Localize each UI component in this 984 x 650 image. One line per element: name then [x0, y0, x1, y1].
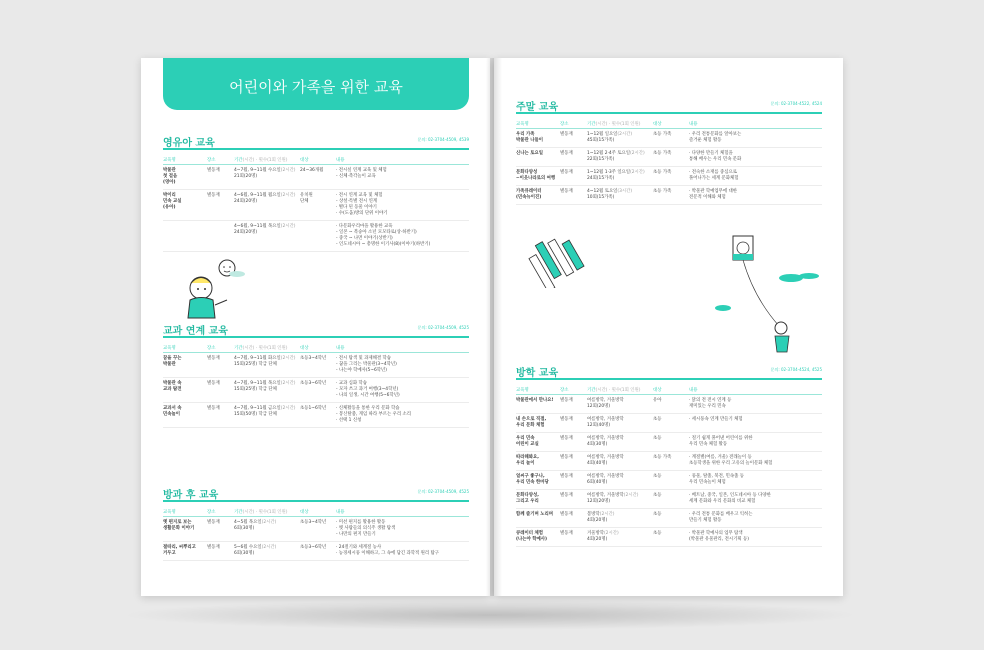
section-infant — [163, 134, 469, 252]
program-target: 초등 가족 — [653, 167, 689, 186]
program-target: 초등3~6학년 — [300, 378, 336, 403]
program-period: 4~6월, 9~11월 월요일(2시간) 24회(20명) — [234, 190, 300, 221]
table-row — [163, 165, 469, 190]
program-content: · 우리 전통문화를 알아보는 즐거운 체험 활동 — [689, 129, 822, 148]
program-name: 박물관 첫 걸음 (영아) — [163, 165, 207, 190]
program-target: 초등 — [653, 490, 689, 509]
program-period: 겨울방학(2시간) 4회(20명) — [587, 528, 653, 547]
table-row — [163, 190, 469, 221]
program-name: 박물관 속 교과 탐전 — [163, 378, 207, 403]
program-place: 별동재 — [560, 129, 587, 148]
program-name — [163, 221, 207, 252]
program-name: 얼씨구 좋구나, 우리 민속 한마당 — [516, 471, 560, 490]
program-name: 박이리 민속 교실 (유아) — [163, 190, 207, 221]
column-header: 기간(시간) · 횟수(1회 인원) — [234, 344, 300, 353]
column-header: 대상 — [653, 120, 689, 129]
table-row — [163, 542, 469, 561]
table-row — [163, 403, 469, 428]
program-content: · 전시실 연계 교육 및 체험 - 신체·촉각놀이 교육 — [336, 165, 469, 190]
program-target: 초등3~4학년 — [300, 353, 336, 378]
right-page — [494, 58, 843, 596]
book-gutter — [486, 58, 502, 596]
program-period: 여름방학, 겨울방학 4회(40명) — [587, 452, 653, 471]
kite-flying-illustration — [709, 228, 819, 358]
program-content: · 베트남, 중국, 일본, 인도네시아 등 다양한 세계 문화와 우리 문화의 비교 체험 — [689, 490, 822, 509]
program-name: 절따리, 씨뿌리고 거두고 — [163, 542, 207, 561]
column-header: 교육명 — [516, 386, 560, 395]
program-content: · 풍물, 탈춤, 북전, 민속춤 등 우리 민속놀이 체험 — [689, 471, 822, 490]
column-header: 교육명 — [516, 120, 560, 129]
program-target: 초등 가족 — [653, 186, 689, 205]
program-name: 우리 가족 박물관 나들이 — [516, 129, 560, 148]
program-target: 초등 — [653, 509, 689, 528]
section-weekend — [516, 98, 822, 205]
program-place — [207, 221, 234, 252]
program-content: · 닭의 전 전시 연계 등 재미있는 우리 민속 — [689, 395, 822, 414]
column-header: 교육명 — [163, 344, 207, 353]
section-title-text: 영유아 교육 — [163, 138, 215, 149]
program-place: 별동재 — [560, 433, 587, 452]
program-place: 별동재 — [560, 167, 587, 186]
program-content: · 계절별(여름, 겨울) 전래놀이 등 초등학생을 위한 우리 고유의 놀이문화 체험 — [689, 452, 822, 471]
program-content: · 신체활동을 통한 우리 문화 학습 - 봉산탈춤, 게임 따라 부르는 우리 소리 · 선택 1 신청 — [336, 403, 469, 428]
section-title — [163, 486, 469, 502]
program-table — [163, 156, 469, 252]
book-shadow — [120, 600, 860, 630]
section-title — [163, 134, 469, 150]
program-content: · 전시 탐색 및 과제해결 학습 - 꿈을 그리는 박물관(3~4학년) - 나는야 학예사(5~6학년) — [336, 353, 469, 378]
program-place: 별동재 — [560, 414, 587, 433]
column-header: 장소 — [207, 344, 234, 353]
section-curriculum — [163, 322, 469, 428]
program-target: 유치원 단체 — [300, 190, 336, 221]
program-period: 1~12월 1·3주 일요일(2시간) 24회(15가족) — [587, 167, 653, 186]
program-name: 교과서 속 민속놀이 — [163, 403, 207, 428]
column-header: 내용 — [336, 156, 469, 165]
column-header: 대상 — [300, 344, 336, 353]
program-table — [516, 120, 822, 205]
program-place: 별동재 — [560, 452, 587, 471]
section-title-text: 주말 교육 — [516, 102, 559, 113]
section-title — [163, 322, 469, 338]
program-period: 여름방학, 겨울방학 4회(30명) — [587, 433, 653, 452]
table-header-row — [516, 386, 822, 395]
program-target: 초등 — [653, 433, 689, 452]
program-period: 여름방학, 겨울방학 12회(20명) — [587, 395, 653, 414]
program-period: 5~6월 수요일(2시간) 6회(30명) — [234, 542, 300, 561]
program-place: 별동재 — [207, 542, 234, 561]
column-header: 내용 — [689, 120, 822, 129]
program-place: 별동재 — [207, 378, 234, 403]
kite-bundle-illustration — [514, 228, 594, 288]
column-header: 내용 — [689, 386, 822, 395]
column-header: 기간(시간) · 횟수(1회 인원) — [587, 120, 653, 129]
program-content: · 다양한 만들기 체험을 통해 배우는 우리 민속 문화 — [689, 148, 822, 167]
section-title-text: 방학 교육 — [516, 368, 559, 379]
column-header: 대상 — [300, 156, 336, 165]
program-target: 초등3~6학년 — [300, 542, 336, 561]
program-target: 초등 가족 — [653, 129, 689, 148]
program-content: · 전숙한 소재를 중심으로 풀어나가는 세계 문화체험 — [689, 167, 822, 186]
section-phone: 문의: 02-3704-4524, 4525 — [770, 367, 822, 372]
section-title — [516, 98, 822, 114]
program-place: 별동재 — [207, 165, 234, 190]
table-row — [163, 517, 469, 542]
table-row — [163, 221, 469, 252]
program-name: 따라해봐요, 우리 놀이 — [516, 452, 560, 471]
program-content: · 전시 연계 교육 및 체험 - 상설·특별 전시 연계 · 별다 된 동물 이야기 · 수(도움)방의 단위 이야기 — [336, 190, 469, 221]
section-vacation — [516, 364, 822, 547]
program-place: 별동재 — [207, 190, 234, 221]
column-header: 내용 — [336, 508, 469, 517]
program-content: · 세시풍속 연계 만들기 체험 — [689, 414, 822, 433]
program-place: 별동재 — [207, 517, 234, 542]
table-row — [516, 129, 822, 148]
section-title-text: 교과 연계 교육 — [163, 326, 228, 337]
program-name: 가족큐레이터 (민속뉴이진) — [516, 186, 560, 205]
program-content: · 미션 편지를 활용한 활동 · 옛 사람들의 의식주 생활 탐색 - 나만의 편지 만들기 — [336, 517, 469, 542]
program-place: 별동재 — [560, 186, 587, 205]
table-header-row — [163, 156, 469, 165]
table-row — [516, 167, 822, 186]
column-header: 교육명 — [163, 156, 207, 165]
column-header: 장소 — [560, 386, 587, 395]
program-period: 여름방학, 겨울방학(2시간) 12회(20명) — [587, 490, 653, 509]
page-banner: 어린이와 가족을 위한 교육 — [163, 58, 469, 110]
program-table — [163, 344, 469, 428]
program-table — [163, 508, 469, 561]
program-content: · 우리 전통 문화를 배우고 익히는 만들기 체험 활동 — [689, 509, 822, 528]
column-header: 기간(시간) · 횟수(1회 인원) — [587, 386, 653, 395]
table-row — [516, 509, 822, 528]
column-header: 대상 — [300, 508, 336, 517]
program-content: · 박물관 학예업무에 대한 전문적 이해와 체험 — [689, 186, 822, 205]
program-place: 별동재 — [560, 490, 587, 509]
program-period: 1~12월 일요일(2시간) 45회(15가족) — [587, 129, 653, 148]
section-title — [516, 364, 822, 380]
program-name: 꿈을 꾸는 박물관 — [163, 353, 207, 378]
program-place: 별동재 — [560, 395, 587, 414]
table-row — [516, 395, 822, 414]
program-place: 별동재 — [560, 528, 587, 547]
table-row — [516, 528, 822, 547]
table-header-row — [163, 508, 469, 517]
table-row — [516, 148, 822, 167]
table-row — [516, 433, 822, 452]
program-target: 초등1~6학년 — [300, 403, 336, 428]
left-page — [141, 58, 490, 596]
section-phone: 문의: 02-3704-4509, 4539 — [417, 137, 469, 142]
program-name: 문화다양성 ~이웃나라로의 여행 — [516, 167, 560, 186]
section-phone: 문의: 02-3704-4522, 4524 — [770, 101, 822, 106]
program-period: 4~5월 목요일(2시간) 6회(30명) — [234, 517, 300, 542]
table-header-row — [516, 120, 822, 129]
program-target: 초등 가족 — [653, 452, 689, 471]
program-period: 1~12월 2·4주 토요일(2시간) 22회(15가족) — [587, 148, 653, 167]
program-target: 초등 — [653, 471, 689, 490]
program-period: 4~7월, 9~11월 화요일(2시간) 15회(25명) 학급 단체 — [234, 353, 300, 378]
child-illustration — [171, 250, 251, 320]
program-period: 여름방학, 겨울방학 12회(40명) — [587, 414, 653, 433]
program-period: 4~7월, 9~11월 금요일(2시간) 15회(50명) 학급 단체 — [234, 403, 300, 428]
program-target: 초등 — [653, 528, 689, 547]
program-place: 별동재 — [560, 509, 587, 528]
column-header: 대상 — [653, 386, 689, 395]
program-target — [300, 221, 336, 252]
table-row — [516, 414, 822, 433]
table-row — [516, 186, 822, 205]
program-target: 초등 가족 — [653, 148, 689, 167]
program-name: 내 손으로 직접, 우리 문화 체험 — [516, 414, 560, 433]
program-period: 4~12월 토요일(3시간) 10회(15가족) — [587, 186, 653, 205]
program-name: 옛 편지로 보는 생활문화 이야기 — [163, 517, 207, 542]
program-name: 큐레이터 체험 (나는야 학예사) — [516, 528, 560, 547]
program-content: · 교과 심화 학습 - 모자 쓰고 과거 여행(3~4학년) - 나의 일생, 시간 여행(5~6학년) — [336, 378, 469, 403]
program-period: 여름방학, 겨울방학 6회(40명) — [587, 471, 653, 490]
column-header: 내용 — [336, 344, 469, 353]
program-name: 우리 민속 어린이 교실 — [516, 433, 560, 452]
program-name: 함께 즐기며 노리며 — [516, 509, 560, 528]
program-place: 별동재 — [560, 148, 587, 167]
program-name: 신나는 토요일 — [516, 148, 560, 167]
program-name: 박물관에서 만나요! — [516, 395, 560, 414]
program-target: 유아 — [653, 395, 689, 414]
program-period: 4~6월, 9~11월 목요일(2시간) 24회(20명) — [234, 221, 300, 252]
program-table — [516, 386, 822, 547]
section-phone: 문의: 02-3704-4509, 4525 — [417, 489, 469, 494]
column-header: 기간(시간) · 횟수(1회 인원) — [234, 156, 300, 165]
program-content: · 다문화우리마을 활용한 교육 - 일본 ~ 복숭아 소년 모모타로(상·하반기) - 중국 ~ 나면 이야기(상반기) - 인도네시아 ~ 총명한 이기사(8)(이야기(하반기) — [336, 221, 469, 252]
column-header: 기간(시간) · 횟수(1회 인원) — [234, 508, 300, 517]
program-target: 초등 — [653, 414, 689, 433]
section-title-text: 방과 후 교육 — [163, 490, 219, 501]
table-row — [516, 452, 822, 471]
program-period: 4~7월, 9~11월 목요일(2시간) 15회(25명) 학급 단체 — [234, 378, 300, 403]
program-target: 초등3~4학년 — [300, 517, 336, 542]
table-row — [163, 353, 469, 378]
table-row — [163, 378, 469, 403]
section-phone: 문의: 02-3704-4509, 4525 — [417, 325, 469, 330]
program-content: · 24절기와 세계절 농사 · 농경세시풍 이해하고, 그 속에 담긴 과학적 원리 탐구 — [336, 542, 469, 561]
table-row — [516, 471, 822, 490]
table-header-row — [163, 344, 469, 353]
program-place: 별동재 — [560, 471, 587, 490]
program-content: · 절기 쉽게 풀어낸 어린이를 위한 우리 민속 체험 활동 — [689, 433, 822, 452]
program-period: 봄방학(2시간) 4회(20명) — [587, 509, 653, 528]
program-content: · 박물관 학예사의 업무 탐색 (박물관 유물관리, 전시기획 등) — [689, 528, 822, 547]
program-place: 별동재 — [207, 353, 234, 378]
program-period: 4~7월, 9~11월 수요일(2시간) 21회(20명) — [234, 165, 300, 190]
table-row — [516, 490, 822, 509]
section-afterschool — [163, 486, 469, 561]
column-header: 장소 — [560, 120, 587, 129]
program-place: 별동재 — [207, 403, 234, 428]
column-header: 장소 — [207, 508, 234, 517]
column-header: 교육명 — [163, 508, 207, 517]
program-name: 문화다양성, 그리고 우리 — [516, 490, 560, 509]
program-target: 24~36개월 — [300, 165, 336, 190]
column-header: 장소 — [207, 156, 234, 165]
